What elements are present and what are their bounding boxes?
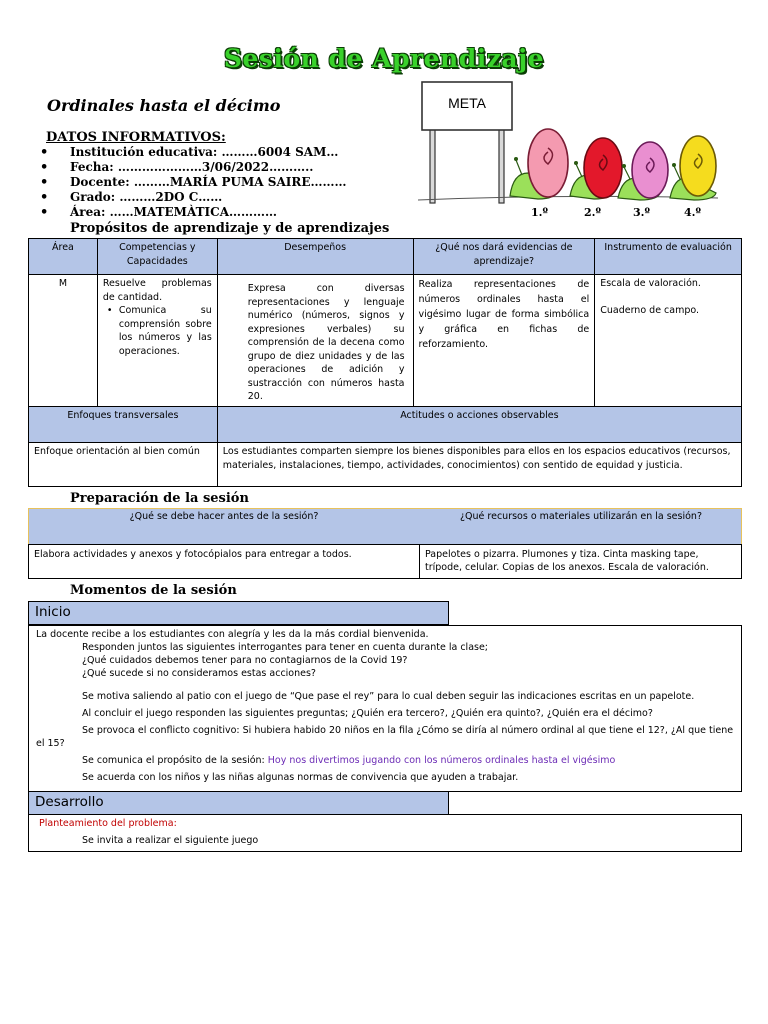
enfoque-cell: Enfoque orientación al bien común [29, 443, 218, 487]
actitud-cell: Los estudiantes comparten siempre los bienes disponibles para ellos en los espacios educativos (recursos, materiales, instalaciones, tiempo, actividades, conocimientos) con sentido de equidad y justicia. [217, 443, 741, 487]
cell-desempeno: Expresa con diversas representaciones y lenguaje numérico (números, signos y expresiones verbales) su comprensión de la decena como grupo de diez unidades y de las operaciones de adición y sustracción con números hasta 20. [217, 275, 413, 407]
col-header-area: Área [29, 239, 98, 275]
snail-yellow-icon [670, 136, 716, 200]
datos-heading: DATOS INFORMATIVOS: [46, 130, 226, 145]
datos-grado: • Grado: ………2DO C…… [40, 190, 347, 205]
inicio-p7-wrap [36, 724, 734, 750]
page-title: Sesión de Aprendizaje [223, 44, 545, 73]
desarrollo-box [28, 814, 742, 852]
inicio-header: Inicio [28, 601, 449, 625]
datos-institucion: • Institución educativa: ………6004 SAM… [40, 145, 347, 160]
momentos-heading: Momentos de la sesión [70, 583, 237, 598]
preparacion-heading: Preparación de la sesión [70, 491, 249, 506]
cell-competencias [97, 275, 217, 407]
preparacion-header-row [28, 508, 742, 544]
snail-purple-icon [618, 142, 668, 200]
inicio-p1: La docente recibe a los estudiantes con alegría y les da la más cordial bienvenida. [36, 629, 429, 640]
inicio-p2: Responden juntos las siguientes interrogantes para tener en cuenta durante la clase; [82, 642, 489, 653]
desarrollo-p1: Se invita a realizar el siguiente juego [82, 835, 259, 846]
col-header-instrumento: Instrumento de evaluación [595, 239, 742, 275]
planteamiento-label: Planteamiento del problema: [39, 818, 177, 829]
capacidad-text: Comunica su comprensión sobre los números y las operaciones. [118, 305, 212, 357]
inicio-p9: Se acuerda con los niños y las niñas algunas normas de convivencia que ayuden a trabajar. [82, 772, 519, 783]
preparacion-a1: Elabora actividades y anexos y fotocópialos para entregar a todos. [28, 544, 420, 579]
position-label-2: 2.º [584, 206, 601, 219]
preparacion-q2: ¿Qué recursos o materiales utilizarán en la sesión? [460, 511, 702, 522]
inicio-p7: Se provoca el conflicto cognitivo: Si hubiera habido 20 niños en la fila ¿Cómo se diría al número ordinal al que tiene el 12?, ¿Al que tiene el 15? [36, 725, 734, 749]
inicio-p5: Se motiva saliendo al patio con el juego de “Que pase el rey” para lo cual deben seguir las indicaciones escritas en un papelote. [82, 691, 695, 702]
position-label-3: 3.º [633, 206, 650, 219]
instrumento-2: Cuaderno de campo. [600, 304, 700, 316]
cell-area: M [29, 275, 98, 407]
instrumento-1: Escala de valoración. [600, 278, 701, 289]
inicio-p8-intro: Se comunica el propósito de la sesión: [82, 755, 268, 766]
datos-area: • Área: ……MATEMÀTICA………… [40, 205, 347, 220]
cell-evidencia: Realiza representaciones de números ordinales hasta el vigésimo lugar de forma simbólica y gráfica en fichas de reforzamiento. [413, 275, 595, 407]
propositos-heading: Propósitos de aprendizaje y de aprendizajes [70, 221, 390, 236]
col-header-desempenos: Desempeños [217, 239, 413, 275]
snail-race-illustration [418, 78, 728, 220]
datos-list [40, 145, 347, 220]
inicio-p6: Al concluir el juego responden las siguientes preguntas; ¿Quién era tercero?, ¿Quién era quinto?, ¿Quién era el décimo? [82, 708, 653, 719]
preparacion-q1: ¿Qué se debe hacer antes de la sesión? [129, 511, 319, 522]
inicio-p8 [36, 754, 734, 767]
position-label-4: 4.º [684, 206, 701, 219]
enfoques-header: Enfoques transversales [29, 407, 218, 443]
competencia-text: Resuelve problemas de cantidad. [102, 278, 212, 303]
meta-sign-text: META [448, 95, 486, 111]
snail-pink-icon [510, 129, 568, 199]
inicio-box [28, 625, 742, 792]
propositos-table [28, 238, 742, 487]
actitudes-header: Actitudes o acciones observables [217, 407, 741, 443]
cell-instrumento [595, 275, 742, 407]
snail-red-icon [570, 138, 622, 199]
proposito-text: Hoy nos divertimos jugando con los números ordinales hasta el vigésimo [267, 755, 616, 766]
session-subtitle: Ordinales hasta el décimo [47, 96, 281, 115]
col-header-evidencias: ¿Qué nos dará evidencias de aprendizaje? [413, 239, 595, 275]
desarrollo-header: Desarrollo [28, 791, 449, 815]
inicio-p4: ¿Qué sucede si no consideramos estas acciones? [82, 668, 316, 679]
position-label-1: 1.º [531, 206, 548, 219]
inicio-p3: ¿Qué cuidados debemos tener para no contagiarnos de la Covid 19? [82, 655, 408, 666]
col-header-competencias: Competencias y Capacidades [97, 239, 217, 275]
datos-docente: • Docente: ………MARÍA PUMA SAIRE……… [40, 175, 347, 190]
datos-fecha: • Fecha: …………………3/06/2022……….. [40, 160, 347, 175]
preparacion-a2: Papelotes o pizarra. Plumones y tiza. Cinta masking tape, trípode, celular. Copias de los anexos. Escala de valoración. [419, 544, 742, 579]
capacidad-item: • Comunica su comprensión sobre los números y las operaciones. [106, 305, 212, 357]
